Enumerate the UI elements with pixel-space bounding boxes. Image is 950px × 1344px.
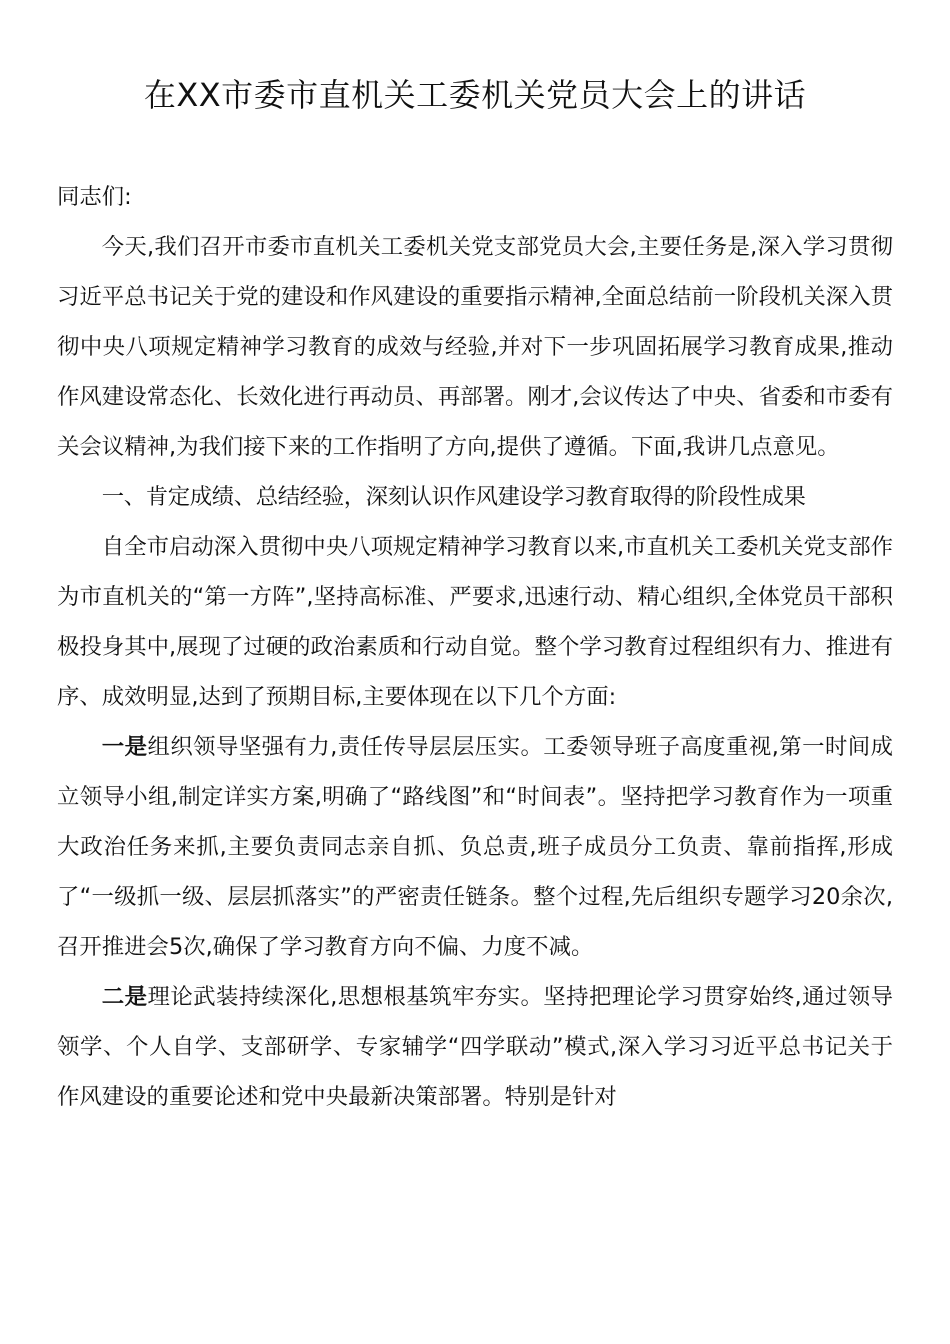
paragraph-intro: 今天,我们召开市委市直机关工委机关党支部党员大会,主要任务是,深入学习贯彻习近平总书记关于党的建设和作风建设的重要指示精神,全面总结前一阶段机关深入贯彻中央八项规定精神学习教育的成效与经验,并对下一步巩固拓展学习教育成果,推动作风建设常态化、长效化进行再动员、再部署。刚才,会议传达了中央、省委和市委有关会议精神,为我们接下来的工作指明了方向,提供了遵循。下面,我讲几点意见。	[57, 234, 893, 460]
point-1-lead: 一是	[101, 734, 148, 760]
section-heading-1: 一、肯定成绩、总结经验，深刻认识作风建设学习教育取得的阶段性成果	[101, 484, 806, 510]
paragraph-point-1	[57, 722, 893, 972]
point-2-text: 理论武装持续深化,思想根基筑牢夯实。坚持把理论学习贯穿始终,通过领导领学、个人自学、支部研学、专家辅学“四学联动”模式,深入学习习近平总书记关于作风建设的重要论述和党中央最新决策部署。特别是针对	[57, 984, 894, 1110]
paragraph-point-2	[57, 972, 893, 1122]
document-title: 在XX市委市直机关工委机关党员大会上的讲话	[143, 76, 807, 114]
paragraph-section-1: 自全市启动深入贯彻中央八项规定精神学习教育以来,市直机关工委机关党支部作为市直机关的“第一方阵”,坚持高标准、严要求,迅速行动、精心组织,全体党员干部积极投身其中,展现了过硬的政治素质和行动自觉。整个学习教育过程组织有力、推进有序、成效明显,达到了预期目标,主要体现在以下几个方面:	[57, 534, 893, 710]
greeting: 同志们:	[57, 184, 132, 210]
document-body	[57, 172, 893, 1122]
point-1-text: 组织领导坚强有力,责任传导层层压实。工委领导班子高度重视,第一时间成立领导小组,制定详实方案,明确了“路线图”和“时间表”。坚持把学习教育作为一项重大政治任务来抓,主要负责同志亲自抓、负总责,班子成员分工负责、靠前指挥,形成了“一级抓一级、层层抓落实”的严密责任链条。整个过程,先后组织专题学习20余次,召开推进会5次,确保了学习教育方向不偏、力度不减。	[57, 734, 894, 960]
point-2-lead: 二是	[101, 984, 148, 1010]
